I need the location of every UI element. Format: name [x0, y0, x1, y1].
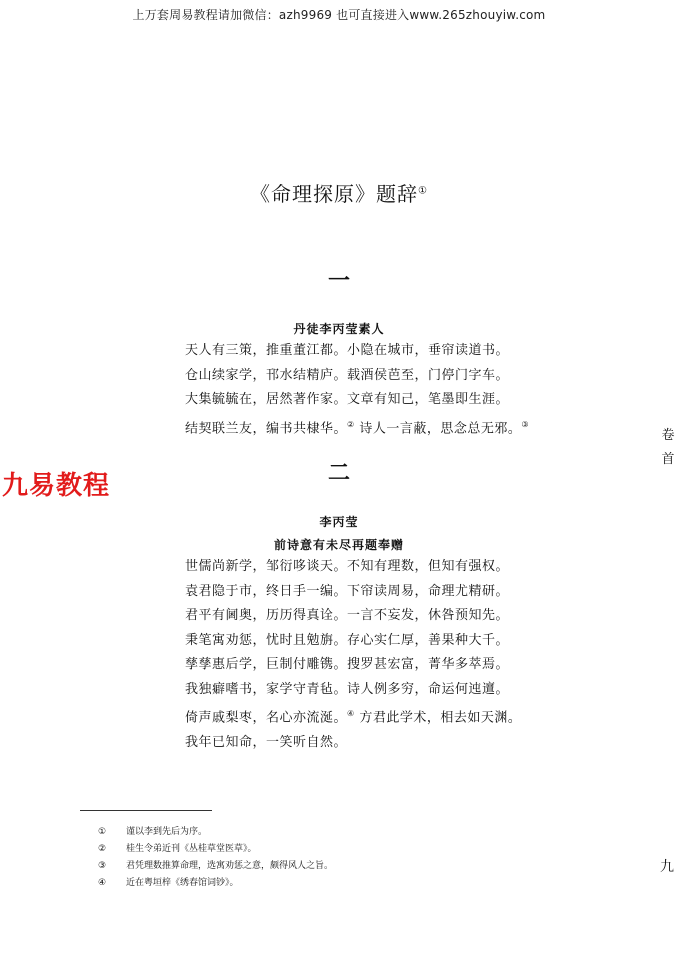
poem-line-part: 方君此学术，相去如天渊。	[354, 710, 522, 726]
poem-line: 世儒尚新学，邹衍哆谈天。不知有理数，但知有强权。	[185, 559, 510, 574]
footnote-mark: ①	[98, 827, 107, 837]
section-numeral-1: 一	[327, 268, 350, 294]
poem-line	[185, 702, 521, 731]
page-title	[0, 178, 678, 207]
footnote-text: 近在粤垣梓《绣春馆词钞》。	[126, 878, 239, 888]
header-banner: 上万套周易教程请加微信：azh9969 也可直接进入www.265zhouyiw.com	[132, 8, 546, 22]
bleed-through-text	[652, 118, 674, 132]
title-footnote-mark: ①	[418, 185, 428, 197]
poem-line: 孳孳惠后学，巨制付雕镌。搜罗甚宏富，菁华多萃焉。	[185, 657, 510, 672]
poem-line: 天人有三策，推重董江都。小隐在城市，垂帘读道书。	[185, 343, 510, 358]
poem-2-author: 李丙莹	[319, 515, 359, 529]
page-number: 九	[660, 859, 674, 875]
footnote-item	[98, 858, 333, 875]
footnote-mark: ④	[98, 878, 107, 888]
footnote-item	[98, 824, 333, 841]
footnote-mark: ③	[521, 419, 529, 429]
footnotes	[98, 824, 333, 892]
footnote-mark: ③	[98, 861, 107, 871]
poem-line	[185, 413, 529, 442]
poem-line: 仓山续家学，邗水结精庐。载酒侯芭至，门停门字车。	[185, 367, 510, 383]
poem-line: 君平有阃奥，历历得真诠。一言不妄发，休咎预知先。	[185, 608, 510, 623]
footnote-text: 谨以李到先后为序。	[126, 827, 208, 837]
poem-line: 大集毓毓在，居然著作家。文章有知己，笔墨即生涯。	[185, 392, 510, 407]
page-title-text: 《命理探原》题辞	[250, 182, 419, 206]
footnote-text: 君凭理数推算命理，选寓劝惩之意，颇得风人之旨。	[126, 861, 334, 871]
section-numeral-2: 二	[327, 460, 350, 486]
poem-line: 秉笔寓劝惩，忧时且勉旃。存心实仁厚，善果种大千。	[185, 632, 510, 648]
poem-1	[185, 339, 529, 441]
side-char: 卷	[661, 428, 675, 443]
poem-1-heading: 丹徒李丙莹素人	[293, 322, 385, 336]
poem-line: 我年已知命，一笑听自然。	[185, 734, 348, 750]
poem-line-part: 结契联兰友，编书共棣华。	[185, 420, 348, 436]
poem-2	[185, 555, 521, 755]
poem-line: 我独癖嗜书，家学守青毡。诗人例多穷，命运何迍邅。	[185, 681, 510, 697]
poem-line-part: 诗人一言蔽，思念总无邪。	[354, 420, 522, 436]
poem-line-part: 倚声戚梨枣，名心亦流涎。	[185, 710, 348, 726]
footnote-item	[98, 841, 333, 858]
footnote-mark: ④	[347, 709, 355, 718]
footnote-text: 桂生令弟近刊《丛桂草堂医草》。	[126, 844, 257, 854]
footnote-divider	[80, 810, 212, 811]
watermark-logo: 九易教程	[2, 471, 111, 501]
poem-line: 袁君隐于市，终日手一编。下帘读周易，命理尤精研。	[185, 583, 510, 599]
footnote-item	[98, 875, 333, 892]
side-char: 首	[661, 452, 675, 467]
footnote-mark: ②	[98, 844, 107, 854]
side-running-head	[660, 424, 676, 472]
footnote-mark: ②	[347, 419, 355, 429]
poem-2-heading: 前诗意有未尽再题奉赠	[273, 538, 404, 552]
